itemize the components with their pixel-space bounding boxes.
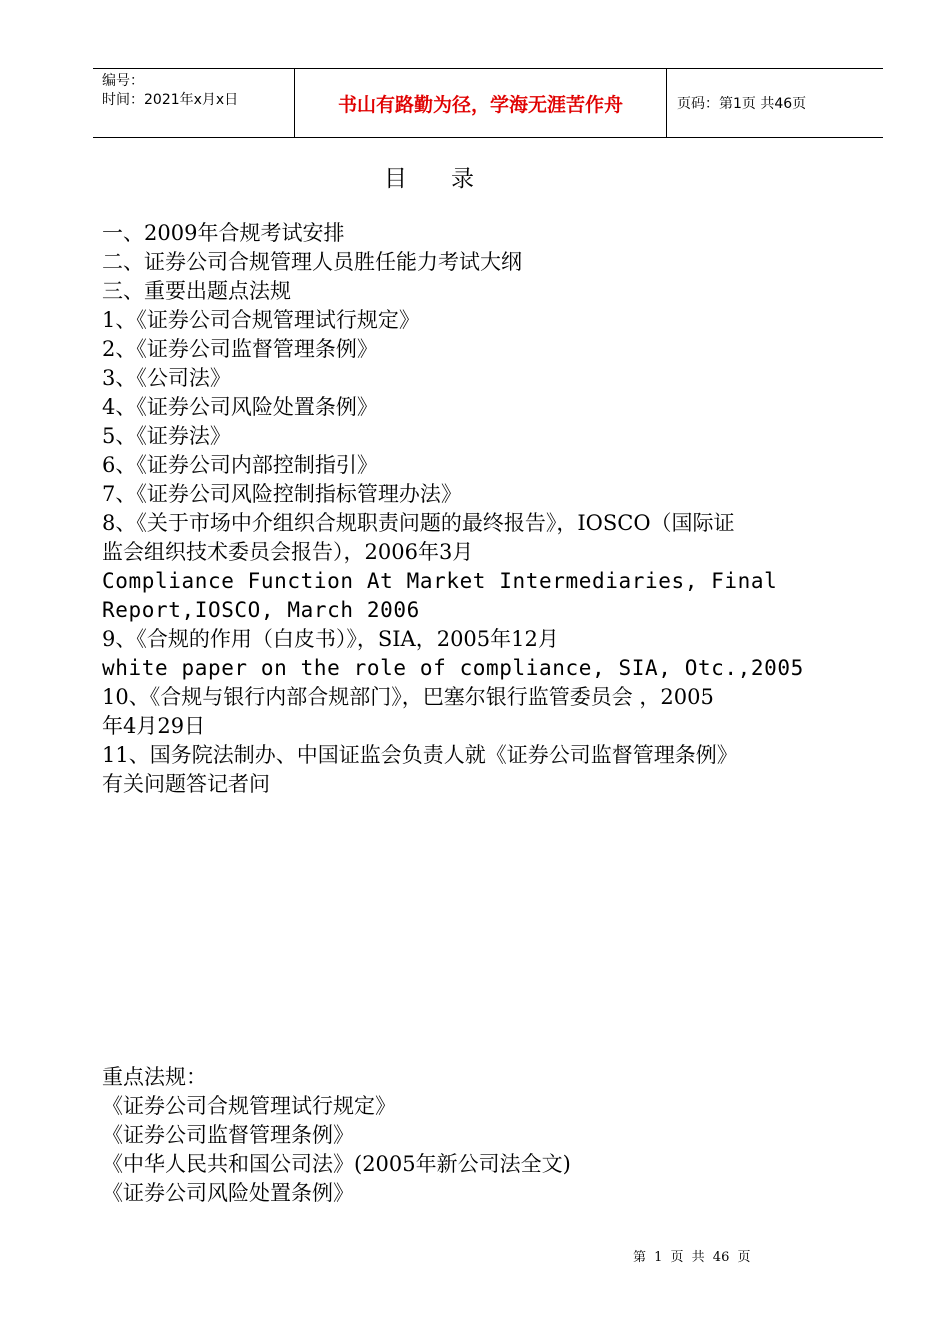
toc-line: 年4月29日 — [102, 714, 206, 738]
page-header — [93, 68, 883, 138]
toc-line: 有关问题答记者问 — [102, 772, 270, 796]
toc-line: 9、《合规的作用（白皮书）》，SIA，2005年12月 — [102, 627, 559, 651]
toc-line-english: Report,IOSCO, March 2006 — [102, 598, 420, 622]
toc-line: 监会组织技术委员会报告），2006年3月 — [102, 540, 474, 564]
toc-line: 三、重要出题点法规 — [102, 279, 291, 303]
page-footer: 第 1 页 共 46 页 — [633, 1250, 751, 1265]
toc-line: 5、《证券法》 — [102, 424, 231, 448]
header-motto-cell — [294, 69, 667, 137]
toc-line: 3、《公司法》 — [102, 366, 231, 390]
key-regulations-heading: 重点法规： — [102, 1065, 207, 1089]
toc-title: 目录 — [384, 166, 518, 192]
toc-line-english: white paper on the role of compliance, SIA, Otc.,2005 — [102, 656, 804, 680]
time-label: 时间：2021年x月x日 — [102, 92, 239, 108]
toc-line: 10、《合规与银行内部合规部门》，巴塞尔银行监管委员会 ，2005 — [102, 685, 714, 709]
number-label: 编号： — [102, 73, 144, 89]
toc-line: 2、《证券公司监督管理条例》 — [102, 337, 378, 361]
toc-line: 4、《证券公司风险处置条例》 — [102, 395, 378, 419]
toc-line: 二、证券公司合规管理人员胜任能力考试大纲 — [102, 250, 522, 274]
page-info: 页码：第1页 共46页 — [677, 96, 807, 112]
toc-line: 7、《证券公司风险控制指标管理办法》 — [102, 482, 462, 506]
key-regulation-item: 《证券公司监督管理条例》 — [102, 1123, 354, 1147]
key-regulation-item: 《中华人民共和国公司法》(2005年新公司法全文) — [102, 1152, 571, 1176]
toc-line: 6、《证券公司内部控制指引》 — [102, 453, 378, 477]
toc-list — [102, 219, 882, 799]
toc-line-english: Compliance Function At Market Intermediaries, Final — [102, 569, 778, 593]
key-regulations-list — [102, 1063, 571, 1208]
toc-line: 11、国务院法制办、中国证监会负责人就《证券公司监督管理条例》 — [102, 743, 738, 767]
toc-line: 1、《证券公司合规管理试行规定》 — [102, 308, 420, 332]
toc-line: 一、2009年合规考试安排 — [102, 221, 345, 245]
motto-text: 书山有路勤为径，学海无涯苦作舟 — [337, 93, 623, 116]
toc-line: 8、《关于市场中介组织合规职责问题的最终报告》，IOSCO（国际证 — [102, 511, 735, 535]
key-regulation-item: 《证券公司合规管理试行规定》 — [102, 1094, 396, 1118]
header-left-cell — [93, 69, 294, 137]
header-page-cell — [667, 69, 883, 137]
key-regulation-item: 《证券公司风险处置条例》 — [102, 1181, 354, 1205]
